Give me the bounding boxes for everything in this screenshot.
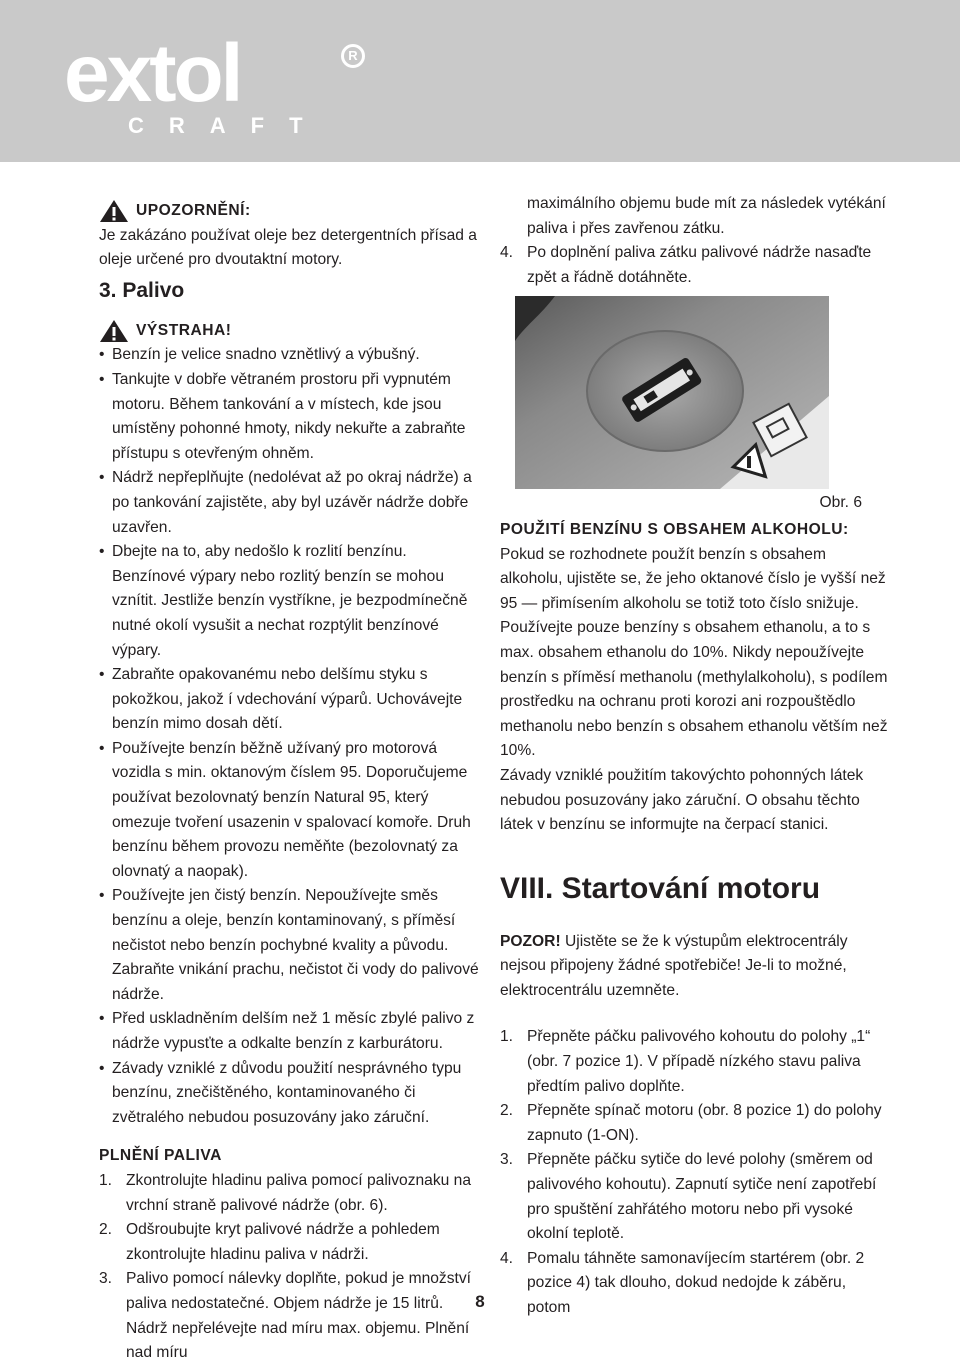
step-text: Po doplnění paliva zátku palivové nádrže nasaďte zpět a řádně dotáhněte.: [527, 244, 872, 286]
step-item: [500, 1025, 892, 1099]
chapter-title: VIII. Startování motoru: [500, 871, 821, 905]
danger-title: VÝSTRAHA!: [136, 321, 232, 339]
warning-title: UPOZORNĚNÍ:: [136, 202, 251, 219]
alcohol-heading: POUŽITÍ BENZÍNU S OBSAHEM ALKOHOLU:: [500, 520, 849, 538]
page-number: 8: [475, 1292, 485, 1311]
caution-text: Ujistěte se že k výstupům elektrocentrály nejsou připojeny žádné spotřebiče! Je-li to možné, elektrocentrálu uzemněte.: [500, 932, 848, 999]
alcohol-paragraph: Pokud se rozhodnete použít benzín s obsahem alkoholu, ujistěte se, že jeho oktanové číslo je vyšší než 95 — přimísením alkoholu se totiž toto číslo snižuje. Používejte pouze benzíny s obsahem ethanolu, a to s max. obsahem ethanolu do 10%. Nikdy nepoužívejte benzín s příměsí methanolu (methylalkoholu), s podílem prostředku na ochranu proti korozi ani rozpouštědlo methanolu nebo benzín s obsahem ethanolu větším než 10%.: [500, 545, 888, 760]
bullet-item: • Tankujte v dobře větraném prostoru při vypnutém motoru. Během tankování a v místech, kde jsou umístěny pohonné hmoty, nikdy nekuřte a zabraňte přístupu s otevřeným ohněm.: [99, 368, 479, 466]
left-column: [99, 199, 479, 1366]
step-number: 3.: [500, 1151, 514, 1169]
step-number: 1.: [500, 1028, 514, 1046]
danger-heading: [99, 319, 479, 344]
header-band: [0, 0, 960, 162]
registered-mark: R: [341, 44, 365, 68]
bullet-item: • Používejte benzín běžně užívaný pro motorová vozidla s min. oktanovým číslem 95. Doporučujeme používat bezolovnatý benzín Natural 95, který omezuje tvoření usazenin v spalovací komoře. Druh benzínu během provozu neměňte (bezolovnatý za olovnatý a naopak).: [99, 737, 479, 885]
caution-label: POZOR!: [500, 932, 561, 950]
step-text: Přepněte spínač motoru (obr. 8 pozice 1) do polohy zapnuto (1-ON).: [527, 1102, 882, 1144]
figure-6: [500, 296, 892, 516]
section-title: 3. Palivo: [99, 278, 185, 302]
step-item: [500, 241, 892, 290]
fill-heading: PLNĚNÍ PALIVA: [99, 1147, 222, 1165]
step-text: Palivo pomocí nálevky doplňte, pokud je množství paliva nedostatečné. Objem nádrže je 15 litrů. Nádrž nepřelévejte nad míru max. objemu. Plnění nad míru: [126, 1270, 471, 1362]
start-steps-list: [500, 1025, 892, 1320]
step-number: 2.: [99, 1221, 113, 1239]
caution-paragraph: [500, 930, 892, 1004]
right-column: [500, 192, 892, 1321]
step-item: [99, 1267, 479, 1365]
step-item: [500, 1148, 892, 1246]
step-text: Přepněte páčku sytiče do levé polohy (směrem od palivového kohoutu). Zapnutí sytiče není zapotřebí pro spuštění zahřátého motoru nebo při vysoké okolní teplotě.: [527, 1151, 877, 1243]
extol-craft-logo: [64, 28, 364, 138]
warning-triangle-icon: [99, 199, 129, 223]
logo-wordmark: extol: [64, 28, 241, 119]
bullet-item: • Závady vzniklé z důvodu použití nesprávného typu benzínu, znečištěného, kontaminovaného či zvětralého nebudou posuzovány jako záruční.: [99, 1057, 479, 1131]
fill-steps-list: [99, 1169, 479, 1366]
bullet-item: • Dbejte na to, aby nedošlo k rozlití benzínu. Benzínové výpary nebo rozlitý benzín se mohou vznítit. Jestliže benzín vystříkne, je bezpodmínečně nutné okolí vysušit a nechat rozptýlit benzínové výpary.: [99, 540, 479, 663]
step-number: 1.: [99, 1171, 113, 1189]
step-item: [99, 1169, 479, 1218]
logo-subtitle: CRAFT: [128, 113, 328, 138]
alcohol-paragraph-2: Závady vzniklé použitím takovýchto pohonných látek nebudou posuzovány jako záruční. O obsahu těchto látek v benzínu se informujte na čerpací stanici.: [500, 766, 864, 834]
step-number: 3.: [99, 1270, 113, 1288]
fill-steps-continued: [500, 241, 892, 290]
bullet-item: • Zabraňte opakovanému nebo delšímu styku s pokožkou, jakož í vdechování výparů. Uchovávejte benzín mimo dosah dětí.: [99, 663, 479, 737]
step-number: 4.: [500, 244, 514, 262]
bullet-item: • Před uskladněním delším než 1 měsíc zbylé palivo z nádrže vypusťte a odkalte benzín z karburátoru.: [99, 1007, 479, 1056]
step-text: Přepněte páčku palivového kohoutu do polohy „1“ (obr. 7 pozice 1). V případě nízkého stavu paliva předtím palivo doplňte.: [527, 1028, 871, 1095]
safety-bullet-list: [99, 343, 479, 1130]
warning-triangle-icon: [99, 319, 129, 343]
step-text: Odšroubujte kryt palivové nádrže a pohledem zkontrolujte hladinu paliva v nádrži.: [126, 1221, 440, 1263]
fuel-gauge-photo: [515, 296, 829, 489]
step-item: [500, 1099, 892, 1148]
bullet-item: • Používejte jen čistý benzín. Nepoužívejte směs benzínu a oleje, benzín kontaminovaný, s příměsí nečistot nebo benzín pochybné kvality a původu. Zabraňte vnikání prachu, nečistot či vody do palivové nádrže.: [99, 884, 479, 1007]
bullet-item: • Benzín je velice snadno vznětlivý a výbušný.: [99, 343, 479, 368]
step-number: 4.: [500, 1249, 514, 1267]
step-text: Zkontrolujte hladinu paliva pomocí palivoznaku na vrchní straně palivové nádrže (obr. 6).: [126, 1171, 472, 1214]
warning-heading: [99, 199, 479, 224]
figure-caption: Obr. 6: [819, 494, 862, 512]
step-number: 2.: [500, 1102, 514, 1120]
step-text: Pomalu táhněte samonavíjecím startérem (obr. 2 pozice 4) tak dlouho, dokud nedojde k záběru, potom: [527, 1249, 865, 1316]
bullet-item: • Nádrž nepřeplňujte (nedolévat až po okraj nádrže) a po tankování zajistěte, aby byl uzávěr nádrže dobře uzavřen.: [99, 466, 479, 540]
continued-text: maximálního objemu bude mít za následek vytékání paliva i přes zavřenou zátku.: [527, 195, 886, 237]
step-item: [99, 1218, 479, 1267]
warning-text: Je zakázáno používat oleje bez detergentních přísad a oleje určené pro dvoutaktní motory.: [99, 226, 477, 269]
